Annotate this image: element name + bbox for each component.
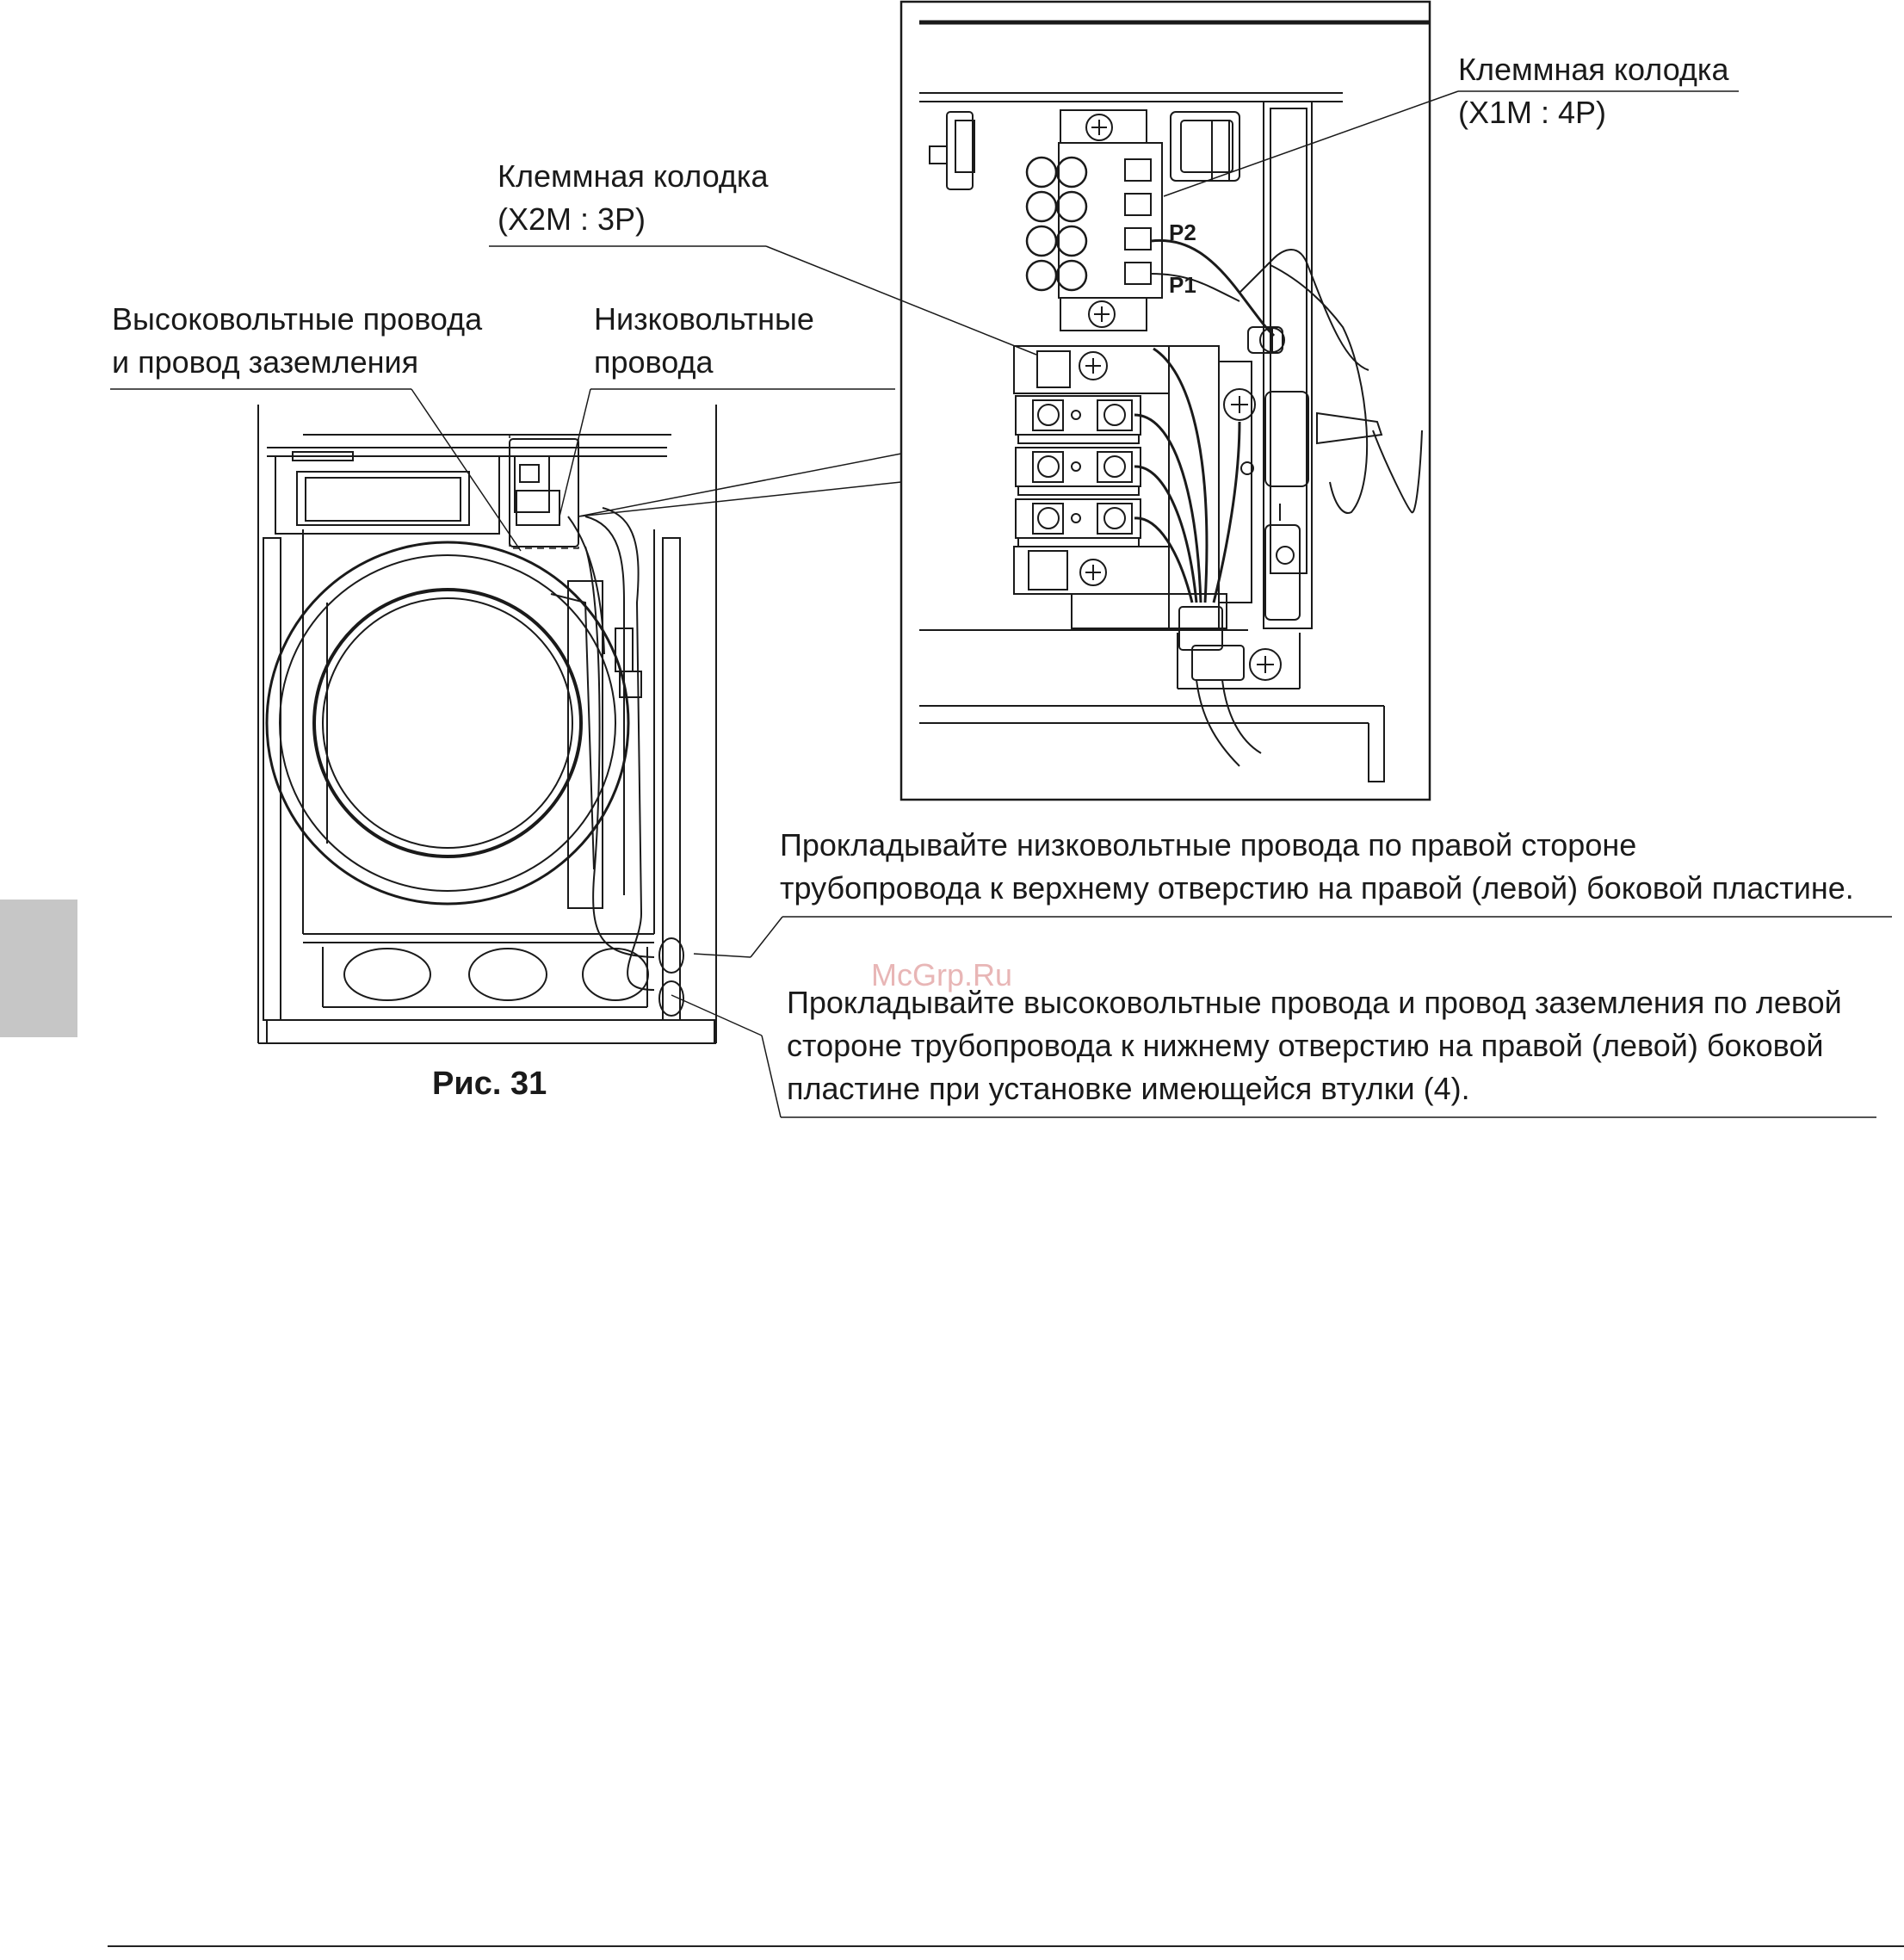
bottom-rule <box>108 1945 1904 1947</box>
lv-line-2: провода <box>594 344 714 380</box>
x1m-code: (X1M : 4P) <box>1458 95 1607 130</box>
hv-instruction-line-2: стороне трубопровода к нижнему отверстию на правой (левой) боковой <box>787 1028 1824 1063</box>
x2m-label <box>498 155 769 241</box>
hv-instruction-line-3: пластине при установке имеющейся втулки (4). <box>787 1071 1470 1106</box>
low-voltage-instruction <box>780 824 1854 910</box>
high-voltage-label <box>112 298 482 384</box>
lv-instruction-line-2: трубопровода к верхнему отверстию на правой (левой) боковой пластине. <box>780 870 1854 906</box>
x2m-title: Клеммная колодка <box>498 158 769 194</box>
hv-instruction-line-1: Прокладывайте высоковольтные провода и провод заземления по левой <box>787 985 1842 1020</box>
figure-caption: Рис. 31 <box>432 1066 547 1102</box>
high-voltage-instruction <box>787 981 1842 1110</box>
low-voltage-label <box>594 298 814 384</box>
p2-label: P2 <box>1169 219 1196 245</box>
x1m-label <box>1458 48 1729 134</box>
lv-instruction-line-1: Прокладывайте низковольтные провода по правой стороне <box>780 827 1637 863</box>
hv-line-2: и провод заземления <box>112 344 419 380</box>
x1m-title: Клеммная колодка <box>1458 52 1729 87</box>
hv-line-1: Высоковольтные провода <box>112 301 483 337</box>
p1-label: P1 <box>1169 272 1196 298</box>
terminal-box-inset <box>901 2 1430 800</box>
x2m-code: (X2M : 3P) <box>498 201 646 237</box>
watermark: McGrp.Ru <box>871 957 1013 992</box>
lv-line-1: Низковольтные <box>594 301 814 337</box>
